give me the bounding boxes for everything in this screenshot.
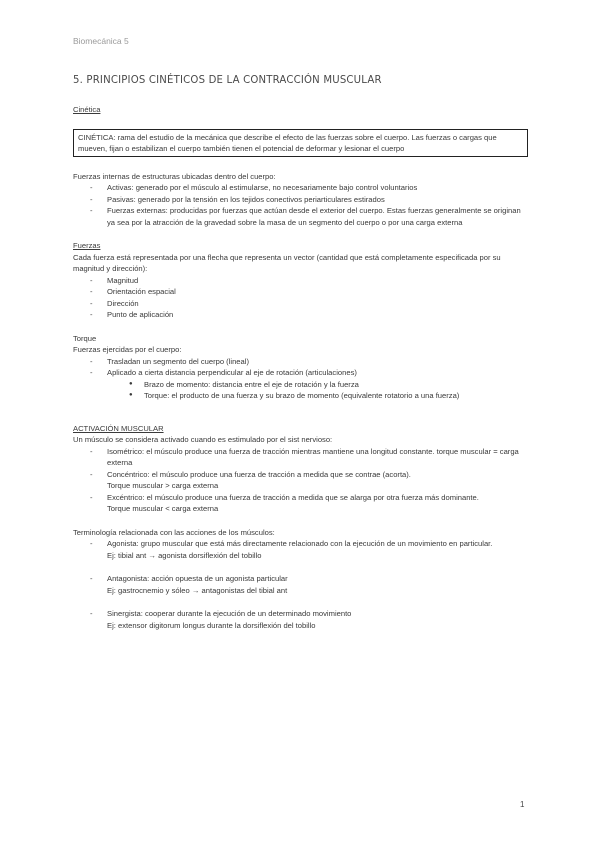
list-item: - Fuerzas externas: producidas por fuerzas que actúan desde el exterior del cuerpo. Estas fuerzas generalmente se originan ya sea por la atracción de la gravedad sobre la masa de un segmento del cuerpo o por una carga externa [73,205,528,228]
item-extra: Torque muscular > carga externa [107,481,219,490]
terminologia-intro: Terminología relacionada con las acciones de los músculos: [73,527,275,537]
torque-intro: Fuerzas ejercidas por el cuerpo: [73,345,182,354]
page-number: 1 [520,800,525,809]
torque-heading: Torque [73,333,97,343]
item-main: - Isométrico: el músculo produce una fuerza de tracción mientras mantiene una longitud constante. torque muscular = carga externa [107,446,519,467]
document-header: Biomecánica 5 [73,36,129,46]
fuerzas-internas-intro: Fuerzas internas de estructuras ubicadas dentro del cuerpo: [73,171,276,181]
list-item [73,608,528,631]
torque-sub-list [73,379,528,402]
list-item: - Aplicado a cierta distancia perpendicular al eje de rotación (articulaciones) [73,367,528,379]
list-item [73,446,528,469]
activacion-heading: ACTIVACIÓN MUSCULAR [73,423,164,433]
list-item: - Orientación espacial [73,286,528,298]
list-item: ● Torque: el producto de una fuerza y su brazo de momento (equivalente rotatorio a una fuerza) [73,390,528,402]
activacion-intro: Un músculo se considera activado cuando es estimulado por el sist nervioso: [73,435,333,444]
fuerzas-internas-list [73,182,528,228]
item-example: Ej: extensor digitorum longus durante la dorsiflexión del tobillo [107,620,316,630]
list-item: ● Brazo de momento: distancia entre el eje de rotación y la fuerza [73,379,528,391]
list-item [73,492,528,515]
item-extra: Torque muscular < carga externa [107,504,219,513]
list-item: - Punto de aplicación [73,309,528,321]
list-item: - Magnitud [73,275,528,287]
list-item [73,538,528,561]
page-title: 5. PRINCIPIOS CINÉTICOS DE LA CONTRACCIÓN MUSCULAR [73,73,382,86]
list-item: - Pasivas: generado por la tensión en los tejidos conectivos periarticulares estirados [73,194,528,206]
terminologia-list [73,538,528,631]
document-body [73,104,528,631]
list-item: - Activas: generado por el músculo al estimularse, no necesariamente bajo control voluntarios [73,182,528,194]
vector-props-list [73,275,528,321]
list-item [73,469,528,492]
item-example: Ej: tibial ant → agonista dorsiflexión del tobillo [107,550,262,560]
fuerzas-text: Cada fuerza está representada por una flecha que representa un vector (cantidad que está completamente especificada por su magnitud y dirección): [73,252,501,273]
list-item [73,573,528,596]
list-item: - Dirección [73,298,528,310]
fuerzas-heading: Fuerzas [73,241,101,250]
item-main: - Agonista: grupo muscular que está más directamente relacionado con la ejecución de un movimiento en particular. [107,539,493,548]
item-main: - Excéntrico: el músculo produce una fuerza de tracción a medida que se alarga por otra fuerza más dominante. [107,492,479,502]
item-main: - Concéntrico: el músculo produce una fuerza de tracción a medida que se contrae (acorta). [107,469,411,479]
torque-list [73,356,528,379]
item-main: - Sinergista: cooperar durante la ejecución de un determinado movimiento [107,609,352,618]
item-example: Ej: gastrocnemio y sóleo → antagonistas del tibial ant [107,585,288,595]
definition-box: CINÉTICA: rama del estudio de la mecánica que describe el efecto de las fuerzas sobre el cuerpo. Las fuerzas o cargas que mueven, fijan o estabilizan el cuerpo también tienen el potencial de deformar y lesionar el cuerpo [73,129,528,157]
cinetica-heading: Cinética [73,105,101,114]
activacion-list [73,446,528,515]
list-item: - Trasladan un segmento del cuerpo (lineal) [73,356,528,368]
item-main: - Antagonista: acción opuesta de un agonista particular [107,574,288,583]
